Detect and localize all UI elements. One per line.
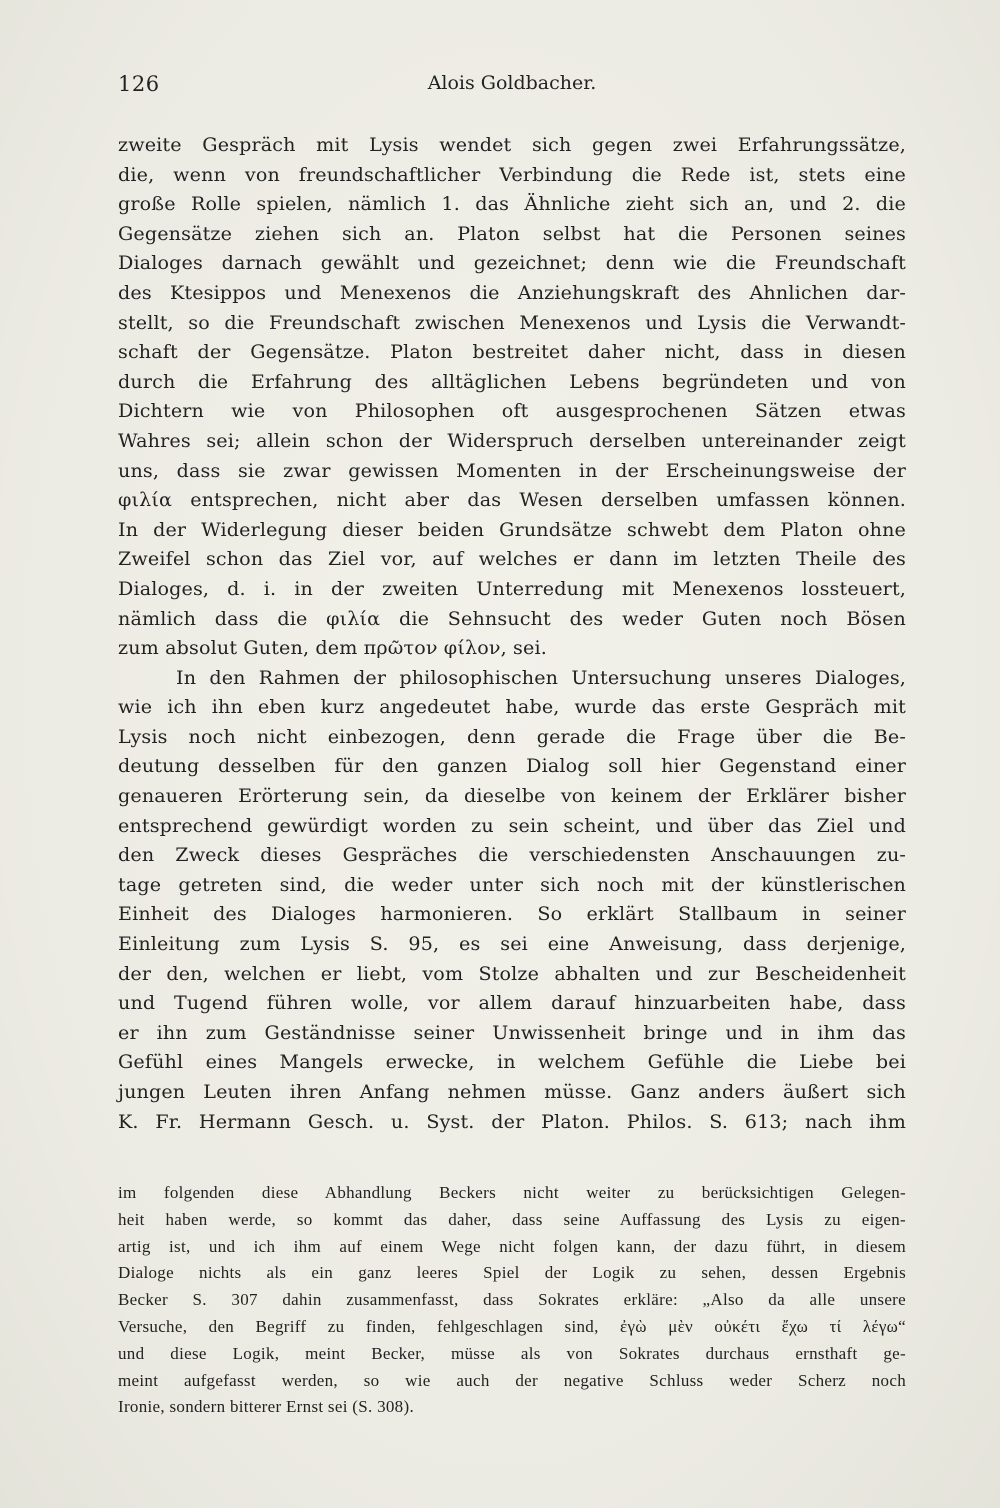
text-line: uns, dass sie zwar gewissen Momenten in der Erscheinungsweise der bbox=[118, 458, 906, 482]
footnote-block bbox=[118, 1180, 906, 1421]
text-line: die, wenn von freundschaftlicher Verbindung die Rede ist, stets eine bbox=[118, 162, 906, 186]
footnote-line: im folgenden diese Abhandlung Beckers nicht weiter zu berücksichtigen Gelegen- bbox=[118, 1183, 906, 1202]
text-line: Dialoges, d. i. in der zweiten Unterredung mit Menexenos lossteuert, bbox=[118, 576, 906, 600]
text-line: schaft der Gegensätze. Platon bestreitet daher nicht, dass in diesen bbox=[118, 340, 906, 364]
text-line: wie ich ihn eben kurz angedeutet habe, wurde das erste Gespräch mit bbox=[118, 695, 906, 719]
text-line: er ihn zum Geständnisse seiner Unwissenheit bringe und in ihm das bbox=[118, 1020, 906, 1044]
text-line: Gefühl eines Mangels erwecke, in welchem Gefühle die Liebe bei bbox=[118, 1050, 906, 1074]
text-line: große Rolle spielen, nämlich 1. das Ähnliche zieht sich an, und 2. die bbox=[118, 192, 906, 216]
text-line: und Tugend führen wolle, vor allem darauf hinzuarbeiten habe, dass bbox=[118, 991, 906, 1015]
text-line: nämlich dass die φιλία die Sehnsucht des weder Guten noch Bösen bbox=[118, 606, 906, 630]
footnote-line: Versuche, den Begriff zu finden, fehlgeschlagen sind, ἐγὼ μὲν οὐκέτι ἔχω τί λέγω“ bbox=[118, 1316, 906, 1336]
text-line: Wahres sei; allein schon der Widerspruch derselben untereinander zeigt bbox=[118, 428, 906, 452]
text-line: Dialoges darnach gewählt und gezeichnet; denn wie die Freundschaft bbox=[118, 251, 906, 275]
text-line: Lysis noch nicht einbezogen, denn gerade die Frage über die Be- bbox=[118, 724, 906, 748]
text-line: den Zweck dieses Gespräches die verschiedensten Anschauungen zu- bbox=[118, 843, 906, 867]
text-line: tage getreten sind, die weder unter sich noch mit der künstlerischen bbox=[118, 872, 906, 896]
text-line: deutung desselben für den ganzen Dialog soll hier Gegenstand einer bbox=[118, 754, 906, 778]
text-line: entsprechend gewürdigt worden zu sein scheint, und über das Ziel und bbox=[118, 813, 906, 837]
text-line: genaueren Erörterung sein, da dieselbe von keinem der Erklärer bisher bbox=[118, 784, 906, 808]
footnote-line: und diese Logik, meint Becker, müsse als von Sokrates durchaus ernsthaft ge- bbox=[118, 1343, 906, 1363]
main-text bbox=[118, 130, 906, 1136]
text-line: jungen Leuten ihren Anfang nehmen müsse. Ganz anders äußert sich bbox=[118, 1080, 906, 1103]
text-line: In der Widerlegung dieser beiden Grundsätze schwebt dem Platon ohne bbox=[118, 517, 906, 541]
footnote-line: artig ist, und ich ihm auf einem Wege nicht folgen kann, der dazu führt, in diesem bbox=[118, 1236, 906, 1256]
text-line: des Ktesippos und Menexenos die Anziehungskraft des Ahnlichen dar- bbox=[118, 280, 906, 304]
text-line: Zweifel schon das Ziel vor, auf welches er dann im letzten Theile des bbox=[118, 547, 906, 571]
text-line: stellt, so die Freundschaft zwischen Menexenos und Lysis die Verwandt- bbox=[118, 310, 906, 334]
text-line-paragraph-start: In den Rahmen der philosophischen Untersuchung unseres Dialoges, bbox=[176, 665, 906, 689]
text-line: φιλία entsprechen, nicht aber das Wesen derselben umfassen können. bbox=[118, 488, 906, 512]
text-line: der den, welchen er liebt, vom Stolze abhalten und zur Bescheidenheit bbox=[118, 961, 906, 985]
footnote-line: Becker S. 307 dahin zusammenfasst, dass Sokrates erkläre: „Also da alle unsere bbox=[118, 1290, 906, 1310]
page-number: 126 bbox=[118, 72, 160, 96]
text-line: durch die Erfahrung des alltäglichen Lebens begründeten und von bbox=[118, 369, 906, 393]
text-line: zum absolut Guten, dem πρῶτον φίλον, sei. bbox=[118, 636, 547, 660]
text-line: zweite Gespräch mit Lysis wendet sich gegen zwei Erfahrungssätze, bbox=[118, 133, 906, 156]
footnote-line: Ironie, sondern bitterer Ernst sei (S. 308). bbox=[118, 1397, 414, 1417]
footnote-line: meint aufgefasst werden, so wie auch der negative Schluss weder Scherz noch bbox=[118, 1370, 906, 1390]
running-head: Alois Goldbacher. bbox=[427, 72, 597, 94]
page-header bbox=[118, 72, 906, 104]
text-line: Einheit des Dialoges harmonieren. So erklärt Stallbaum in seiner bbox=[118, 902, 906, 926]
text-line: Gegensätze ziehen sich an. Platon selbst hat die Personen seines bbox=[118, 221, 906, 245]
text-line: Einleitung zum Lysis S. 95, es sei eine Anweisung, dass derjenige, bbox=[118, 932, 906, 956]
footnote-line: heit haben werde, so kommt das daher, dass seine Auffassung des Lysis zu eigen- bbox=[118, 1209, 906, 1229]
text-line: Dichtern wie von Philosophen oft ausgesprochenen Sätzen etwas bbox=[118, 399, 906, 423]
text-line: K. Fr. Hermann Gesch. u. Syst. der Platon. Philos. S. 613; nach ihm bbox=[118, 1109, 906, 1133]
footnote-line: Dialoge nichts als ein ganz leeres Spiel der Logik zu sehen, dessen Ergebnis bbox=[118, 1263, 906, 1283]
